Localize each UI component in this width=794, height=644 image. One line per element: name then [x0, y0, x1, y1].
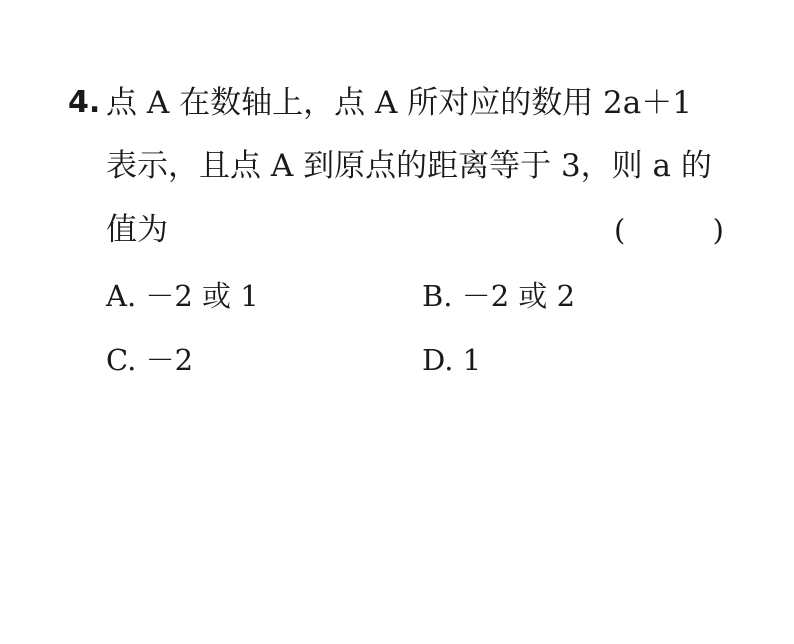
option-c[interactable]: C. －2 [106, 343, 194, 377]
answer-blank[interactable] [614, 210, 724, 250]
answer-paren-open: ( [614, 213, 626, 247]
question-number: 4. [68, 85, 101, 120]
question-text-line-2: 表示，且点 A 到原点的距离等于 3，则 a 的 [106, 148, 712, 184]
option-a[interactable]: A. －2 或 1 [106, 279, 259, 313]
option-d[interactable]: D. 1 [422, 343, 482, 377]
question-text-line-1: 点 A 在数轴上，点 A 所对应的数用 2a＋1 [106, 85, 692, 121]
option-b[interactable]: B. －2 或 2 [422, 279, 576, 313]
question-text-line-3: 值为 [106, 212, 168, 248]
answer-paren-close: ) [712, 213, 724, 247]
